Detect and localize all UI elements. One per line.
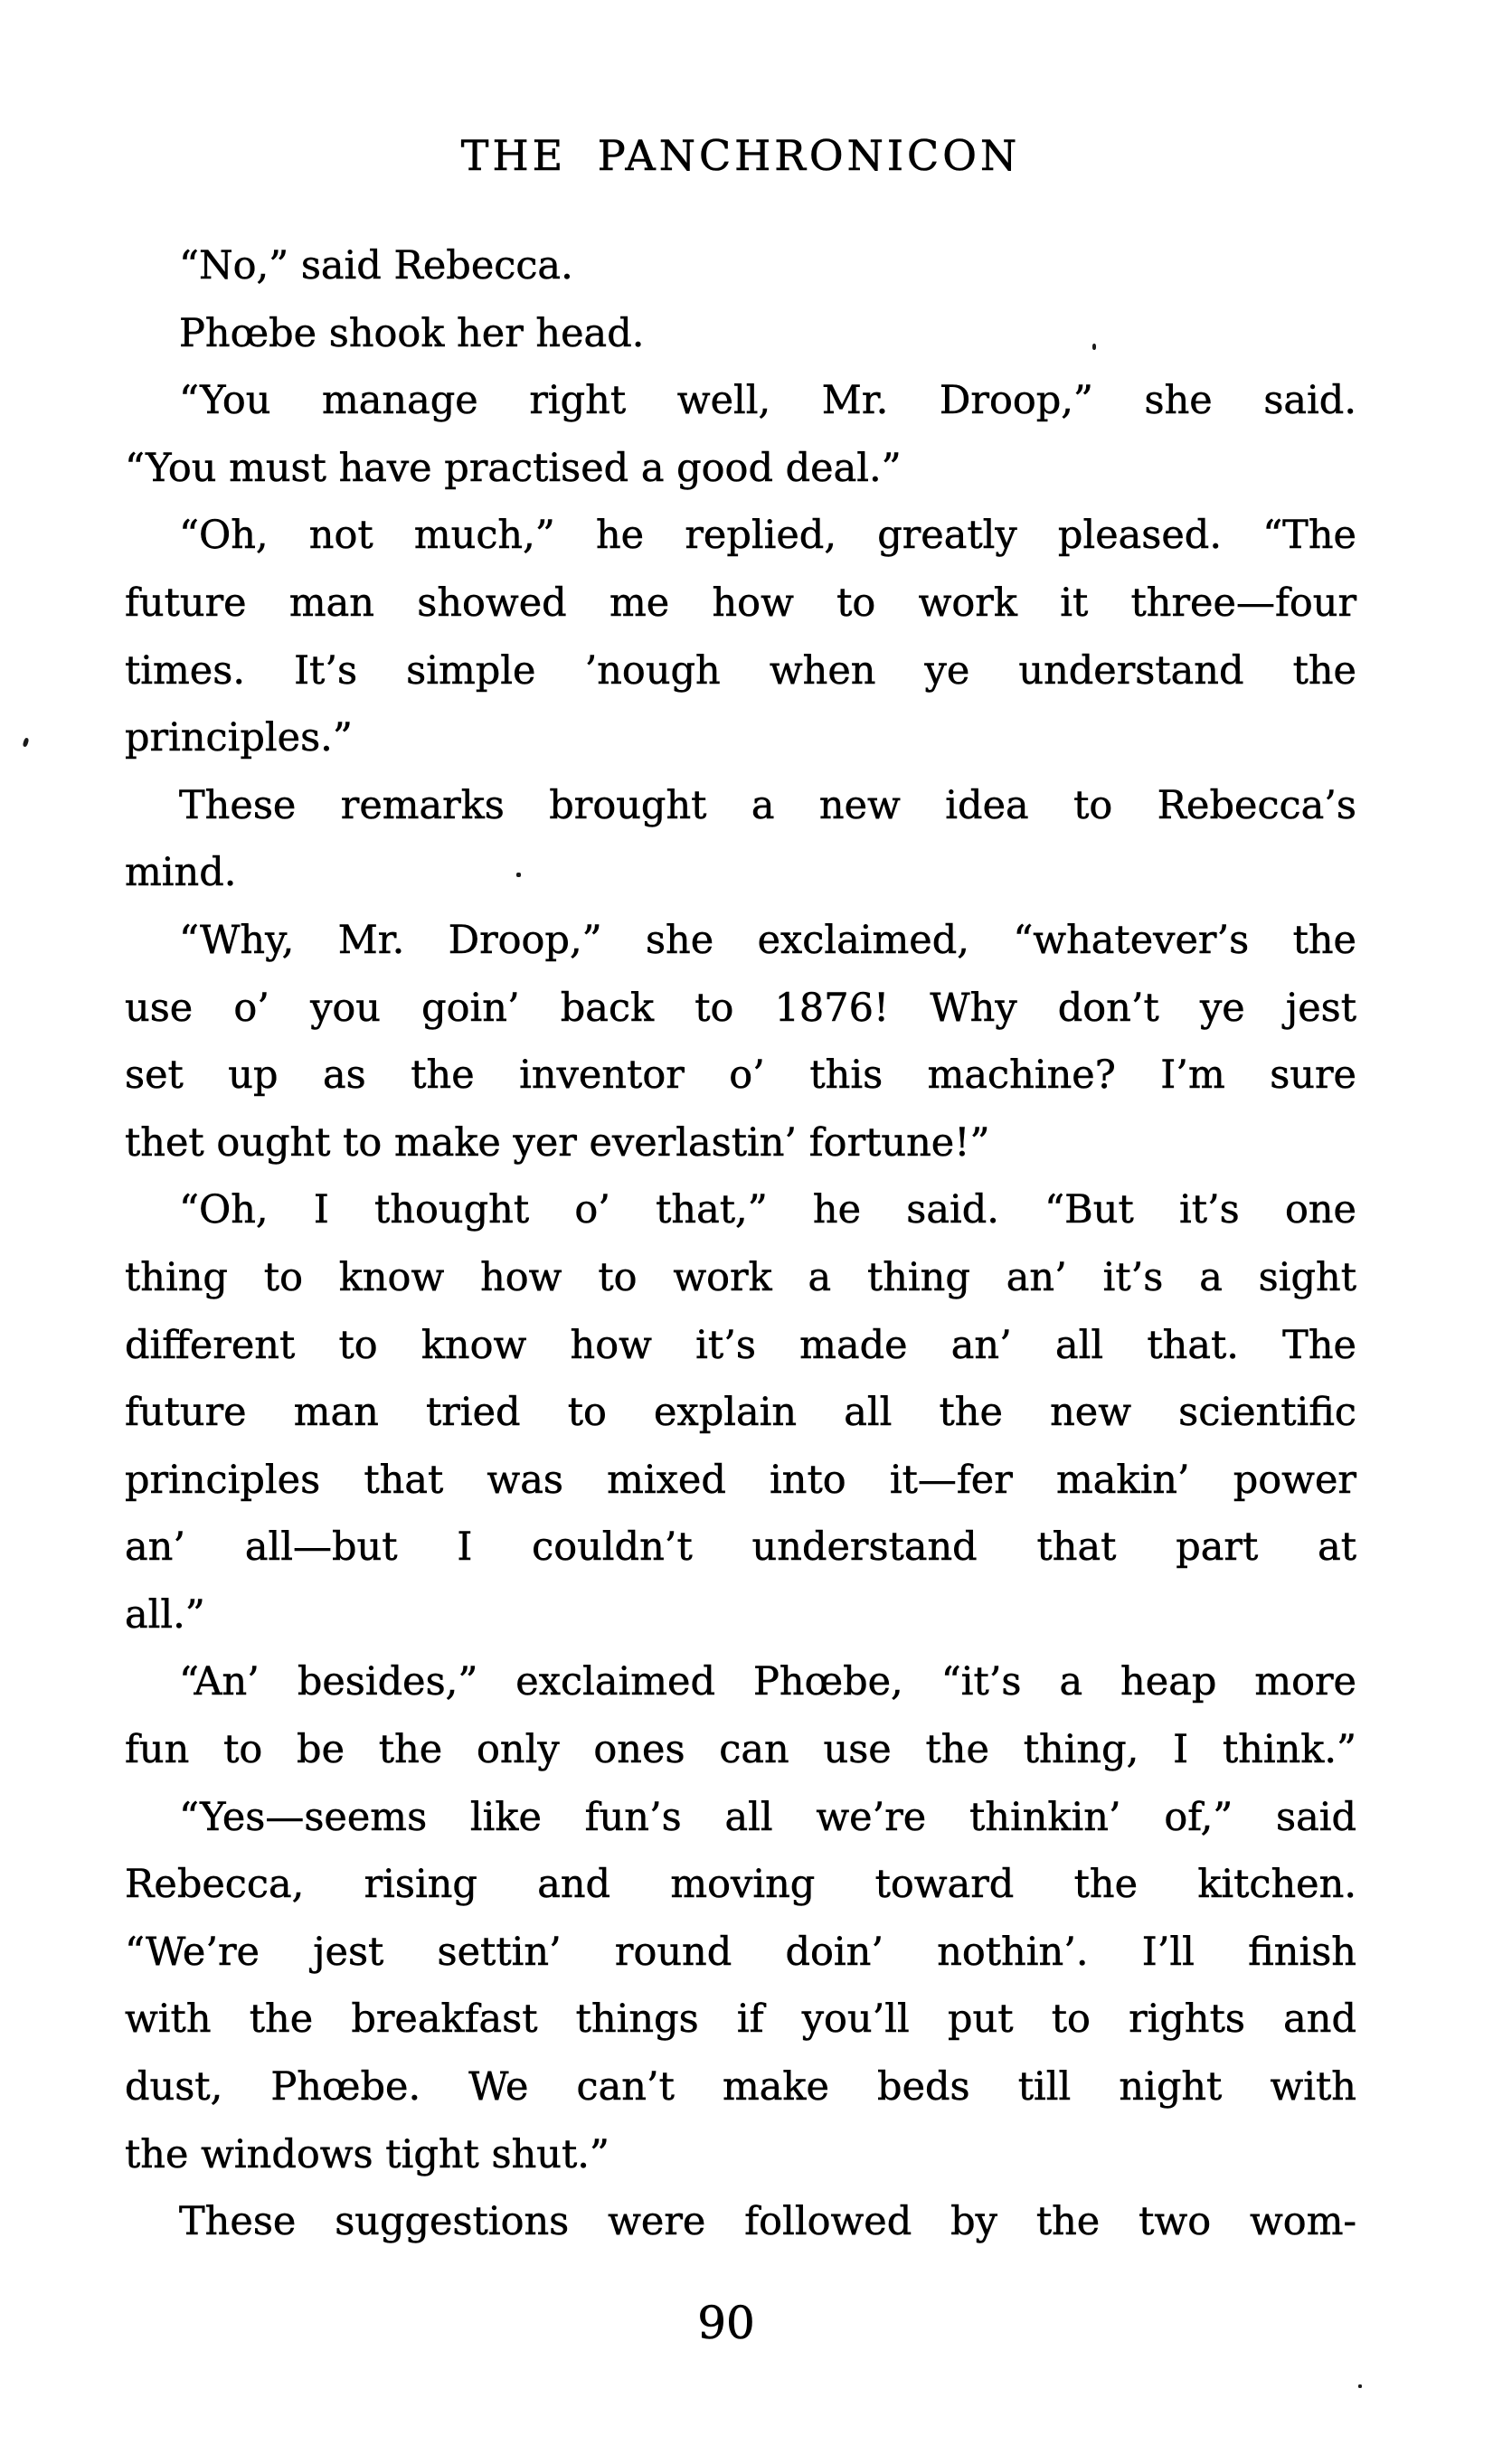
text-line: set up as the inventor o’ this machine? I’m sure [125,1053,1356,1099]
text-line: “Oh, not much,” he replied, greatly pleased. “The [179,513,1356,559]
text-line: “You must have practised a good deal.” [125,445,902,491]
text-line: thing to know how to work a thing an’ it’s a sight [125,1254,1356,1300]
running-head: THE PANCHRONICON [460,131,1021,180]
text-line: Phœbe shook her head. [179,310,645,356]
text-line: “You manage right well, Mr. Droop,” she said. [179,378,1356,424]
text-line: principles.” [125,715,353,761]
text-line: “Why, Mr. Droop,” she exclaimed, “whatever’s the [179,917,1356,963]
text-line: Rebecca, rising and moving toward the kitchen. [125,1862,1356,1908]
text-line: principles that was mixed into it—fer makin’ power [125,1457,1356,1503]
scan-speck [1092,344,1096,350]
text-line: thet ought to make yer everlastin’ fortune!” [125,1119,990,1166]
text-line: the windows tight shut.” [125,2131,609,2177]
text-line: mind. [125,850,237,896]
text-line: “No,” said Rebecca. [179,243,573,288]
text-line: an’ all—but I couldn’t understand that part at [125,1525,1356,1571]
text-line: These suggestions were followed by the two wom- [179,2199,1356,2245]
text-line: “Oh, I thought o’ that,” he said. “But it’s one [179,1187,1356,1233]
text-line: future man tried to explain all the new scientific [125,1390,1356,1436]
text-line: times. It’s simple ’nough when ye understand the [125,647,1356,694]
scan-speck [1358,2384,1362,2388]
text-line: dust, Phœbe. We can’t make beds till night with [125,2064,1356,2110]
text-line: all.” [125,1591,205,1638]
text-line: “Yes—seems like fun’s all we’re thinkin’ of,” said [179,1794,1356,1840]
text-line: future man showed me how to work it three—four [125,580,1356,626]
text-line: use o’ you goin’ back to 1876! Why don’t ye jest [125,985,1356,1031]
text-line: These remarks brought a new idea to Rebecca’s [179,782,1356,828]
scan-speck [23,737,30,747]
text-block [125,232,1356,2256]
scan-speck [516,873,521,877]
text-line: “An’ besides,” exclaimed Phœbe, “it’s a heap more [179,1659,1356,1705]
text-line: different to know how it’s made an’ all that. The [125,1322,1356,1368]
text-line: “We’re jest settin’ round doin’ nothin’. I’ll finish [125,1929,1356,1975]
page-number: 90 [697,2297,755,2349]
text-line: with the breakfast things if you’ll put to rights and [125,1997,1356,2043]
text-line: fun to be the only ones can use the thing, I think.” [125,1727,1356,1773]
